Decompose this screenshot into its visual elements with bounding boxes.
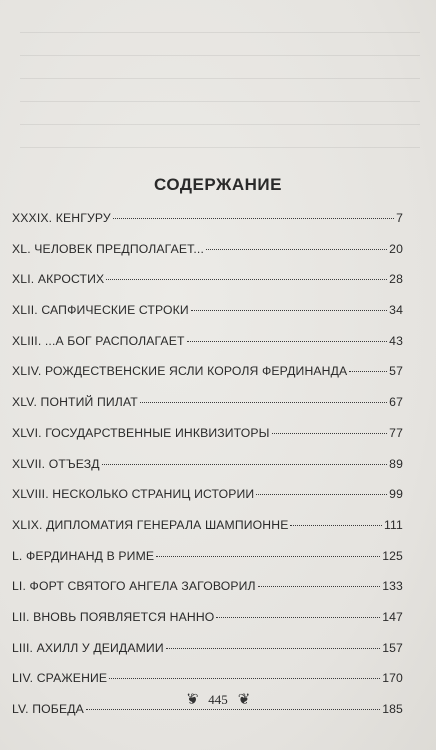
dot-leader	[258, 586, 381, 587]
toc-entry-page-number: 99	[389, 487, 403, 502]
dot-leader	[86, 709, 380, 710]
toc-entry	[12, 303, 403, 334]
toc-entry	[12, 364, 403, 395]
dot-leader	[206, 249, 387, 250]
toc-entry-label: XLIII. ...А БОГ РАСПОЛАГАЕТ	[12, 333, 185, 348]
dot-leader	[272, 433, 388, 434]
toc-entry-label: XLVI. ГОСУДАРСТВЕННЫЕ ИНКВИЗИТОРЫ	[12, 425, 270, 440]
dot-leader	[106, 279, 387, 280]
toc-entry	[12, 334, 403, 365]
dot-leader	[187, 341, 388, 342]
toc-entry-label: LII. ВНОВЬ ПОЯВЛЯЕТСЯ НАННО	[12, 609, 215, 624]
toc-entry-label: XLII. САПФИЧЕСКИЕ СТРОКИ	[12, 303, 189, 318]
toc-entry	[12, 641, 403, 672]
fleuron-left-icon: ❦	[185, 692, 199, 708]
dot-leader	[102, 464, 387, 465]
dot-leader	[290, 525, 382, 526]
toc-entry-page-number: 185	[382, 702, 403, 716]
toc-entry	[12, 242, 403, 273]
toc-entry-page-number: 57	[389, 364, 403, 379]
toc-entry-page-number: 89	[389, 456, 403, 471]
toc-entry-label: LI. ФОРТ СВЯТОГО АНГЕЛА ЗАГОВОРИЛ	[12, 579, 256, 594]
toc-entry-page-number: 28	[389, 272, 403, 287]
dot-leader	[191, 310, 387, 311]
toc-entry-label: XLIV. РОЖДЕСТВЕНСКИЕ ЯСЛИ КОРОЛЯ ФЕРДИНАНДА	[12, 364, 348, 379]
toc-entry-label: XLV. ПОНТИЙ ПИЛАТ	[12, 395, 138, 410]
dot-leader	[156, 556, 380, 557]
page-footer	[0, 690, 436, 709]
toc-entry-label: XLVII. ОТЪЕЗД	[12, 456, 100, 471]
toc-entry-label: LV. ПОБЕДА	[12, 702, 84, 716]
toc-entry-label: XLVIII. НЕСКОЛЬКО СТРАНИЦ ИСТОРИИ	[12, 487, 255, 502]
toc-entry	[12, 211, 403, 242]
toc-entry-page-number: 157	[382, 640, 403, 655]
toc-entry-label: L. ФЕРДИНАНД В РИМЕ	[12, 548, 155, 563]
toc-entry	[12, 395, 403, 426]
toc-entry	[12, 610, 403, 641]
toc-entry-page-number: 133	[382, 579, 403, 594]
toc-entry	[12, 579, 403, 610]
dot-leader	[256, 494, 387, 495]
toc-entry-page-number: 7	[396, 211, 403, 225]
toc-entry	[12, 487, 403, 518]
toc-entry-page-number: 34	[389, 303, 403, 318]
toc-entry	[12, 426, 403, 457]
page-title: СОДЕРЖАНИЕ	[154, 175, 282, 194]
fleuron-right-icon: ❦	[237, 692, 251, 708]
toc-entry-page-number: 147	[382, 609, 403, 624]
toc-entry-page-number: 125	[382, 548, 403, 563]
toc-entry	[12, 272, 403, 303]
dot-leader	[109, 678, 380, 679]
toc-entry-label: XL. ЧЕЛОВЕК ПРЕДПОЛАГАЕТ...	[12, 241, 204, 256]
toc-entry-label: LIV. СРАЖЕНИЕ	[12, 671, 108, 686]
table-of-contents	[12, 211, 403, 733]
toc-entry-page-number: 20	[389, 241, 403, 256]
dot-leader	[113, 218, 394, 219]
toc-entry-label: LIII. АХИЛЛ У ДЕИДАМИИ	[12, 640, 164, 655]
toc-entry-label: XXXIX. КЕНГУРУ	[12, 211, 111, 225]
dot-leader	[140, 402, 387, 403]
toc-entry	[12, 549, 403, 580]
dot-leader	[216, 617, 380, 618]
dot-leader	[166, 648, 380, 649]
toc-entry-page-number: 67	[389, 395, 403, 410]
toc-entry-page-number: 43	[389, 333, 403, 348]
toc-entry-page-number: 111	[384, 517, 403, 532]
toc-entry-label: XLI. АКРОСТИХ	[12, 272, 105, 287]
dot-leader	[349, 371, 387, 372]
toc-entry-page-number: 77	[389, 425, 403, 440]
bleed-through-text	[20, 18, 420, 168]
toc-entry	[12, 457, 403, 488]
toc-entry-page-number: 170	[382, 671, 403, 686]
toc-entry	[12, 518, 403, 549]
page-number: 445	[208, 691, 228, 707]
toc-entry-label: XLIX. ДИПЛОМАТИЯ ГЕНЕРАЛА ШАМПИОННЕ	[12, 517, 289, 532]
